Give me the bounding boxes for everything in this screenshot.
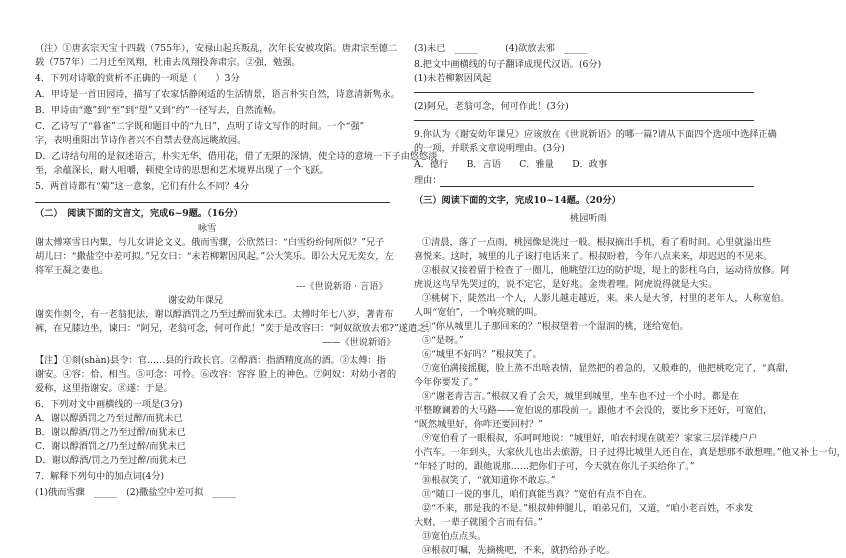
passage-line: 人叫“宽伯”，一个响亮唬的叫。: [414, 307, 543, 318]
passage-line: 裤，在兄膝边坐，谏曰：“阿兄，老翁可念，何可作此！”奕于是改容曰：“阿奴欲放去邪?”遂遣之。: [35, 323, 436, 334]
passage-line: ③桃树下，陡然出一个人，人影儿越走越近，来。来人是大爷，村里的老年人，人称宽伯。: [422, 293, 790, 304]
story-title: 谢安幼年课兄: [168, 295, 224, 306]
question-text-line: (1)俄而雪骤 _____ (2)撒盐空中差可拟 _____: [35, 487, 236, 498]
question-text-line: 至，余蕴深长，耐人咀嚼，顿使全诗的思想和艺术境界出现了一个飞跃。: [35, 165, 329, 176]
annotation-line: 爱称，这里指谢安。⑧遂：于是。: [35, 383, 173, 394]
passage-line: ⑧“谢老青吉言。”根叔又看了会天，城里到城里，坐车也不过一个小时。都是在: [422, 391, 740, 402]
annotation-line: 谢安。④容：恰、相当。⑤可念：可怜。⑥改容：容容 脸上的神色。⑦阿奴：对幼小者的: [35, 369, 397, 380]
passage-line: “既然城里好，你咋还要回村？”: [414, 419, 543, 430]
answer-line: [35, 202, 390, 203]
question-text-line: 7．解释下列句中的加点词(4分): [35, 471, 165, 482]
question-text-line: C．乙诗写了“暮雀”二字既和题目中的“九日”，点明了诗文写作的时间。一个“强”: [35, 121, 365, 132]
question-text-line: 载（757年）二月迁至凤翔，杜甫去凤翔投奔肃宗。②强，勉强。: [35, 57, 301, 68]
passage-line: 今年你要发了。”: [414, 377, 479, 388]
section-title: （三）阅读下面的文字，完成10~14题。（20分）: [414, 195, 621, 206]
passage-line: ⑨宽伯看了一眼根叔，乐呵呵地说：“城里好，咱农村现在就差？家家三层洋楼户户: [422, 433, 758, 444]
question-text-line: 5．两首诗都有“菊”这一意象，它们有什么不同？4分: [35, 181, 250, 192]
passage-line: 谢奕作剡令，有一老翁犯法，谢以醇酒罚之乃至过醉而犹未已。太傅时年七八岁，著青布: [35, 309, 394, 320]
section-title: （二） 阅读下面的文言文，完成6~9题。（16分）: [35, 208, 243, 219]
question-text-line: 4．下列对诗歌的赏析不正确的一项是（ ）3分: [35, 73, 240, 84]
answer-line: [414, 120, 754, 121]
question-text-line: B．甲诗由“邀”到“至”到“望”又到“约”一径写去，自然流畅。: [35, 105, 282, 116]
question-option-line: C．谢以醇酒罚之/乃至过醉/而犹未已: [35, 441, 187, 452]
passage-line: 大财，一辈子就图个言而有信。”: [414, 517, 543, 528]
passage-line: 喜悦来。这时，城里的儿子该打电话来了。根叔盼着，今年八点来来，却迟迟的不见来。: [414, 251, 773, 262]
passage-line: ——《世说新语》: [322, 337, 396, 348]
passage-line: ④“你从城里儿子那回来的？”根叔望着一个湿润的桃，迷给宽伯。: [422, 321, 689, 332]
passage-line: 平整瞭谰着的大马路——宽伯说的那段前一。跟他才不会没的，要比乡下还好，可宽伯，: [414, 405, 773, 416]
passage-line: ②根叔又接着留于检查了一圈儿，他眺望江边的防护堤，堤上的影柱乌白，运动待放修。阿: [422, 265, 790, 276]
question-text-line: 8.把文中画横线的句子翻译成现代汉语。(6分): [414, 59, 602, 70]
question-text-line: (1)未若柳絮因风起: [414, 73, 492, 84]
question-text-line: 字，表明重阳出节诗作者兴不自禁去登高远眺故园。: [35, 135, 247, 146]
answer-line: [440, 186, 754, 187]
question-text-line: （注）①唐玄宗天宝十四载（755年），安禄山起兵叛乱，次年长安被攻陷。唐肃宗至德二: [35, 43, 398, 54]
passage-line: 小汽车。一年到头，大家伙儿也出去旅游，日子过得比城里人还自在，真是想那不敢想哩。”他又补上一句，: [414, 447, 846, 458]
passage-line: 虎说这鸟早先哭过的，说不定它，是好兆。金贵着哩。阿虎说得就是大实。: [414, 279, 718, 290]
question-option-line: A．谢以醇酒罚之乃至过醉/而犹未已: [35, 413, 183, 424]
passage-line: ⑪“随口一说的事儿，咱们真能当真？”宽伯有点不自在。: [422, 489, 652, 500]
passage-source: ---《世说新语 · 言语》: [296, 281, 388, 292]
story-title: 咏雪: [198, 223, 217, 234]
question-text-line: (2)阿兄，老翁可念，何可作此！(3分): [414, 101, 569, 112]
passage-line: ⑬宽伯点点头。: [422, 531, 487, 542]
annotation-line: 【注】①剡(shàn)县令：官……县的行政长官。②醇酒：指酒精度高的酒。③太傅：指: [35, 355, 386, 366]
passage-line: 将军王凝之妻也。: [35, 265, 109, 276]
passage-line: ⑭根叔叮嘱，先摘桃吧，不来，就扔给孙子吃。: [422, 545, 615, 556]
question-text-line: A．甲诗是一首田园诗，描写了农家恬静闲适的生活情景，语言朴实自然，诗意清新隽永。: [35, 89, 400, 100]
question-text-line: D．乙诗结句用的是叙述语言，朴实无华，借用花，借了无限的深情，使全诗的意境一下子由悠悠淡: [35, 151, 438, 162]
passage-line: “年轻了时的，跟他说那……把你们子可，今天就在你儿子买给你了。”: [414, 461, 695, 472]
question-text-line: (3)未已 _____ (4)欲放去邪 _____: [414, 43, 588, 54]
passage-line: ⑩根叔笑了，“就知道你不敢忘。”: [422, 475, 556, 486]
question-text-line: 的一项，并联系文章说明理由。(3分): [414, 143, 565, 154]
passage-line: ⑫“不来，那是我的不是。”根叔伸伸腿儿，咱弟兄们，又道，“咱小老百姓，不求发: [422, 503, 754, 514]
passage-line: ①清晨，落了一点雨，桃园像是洗过一般。根叔摘出手机，看了看时间。心里就溢出些: [422, 237, 772, 248]
passage-line: 谢太傅寒雪日内集，与儿女讲论文义。俄而雪骤，公欣然曰：“白雪纷纷何所似？”兄子: [35, 237, 385, 248]
question-option-line: B．谢以醇酒/罚之乃至过醉/而犹未已: [35, 427, 186, 438]
story-title: 桃园听雨: [570, 213, 607, 224]
question-text-line: 9.你认为《谢安幼年课兄》应该放在《世说新语》的哪一篇?请从下面四个选项中选择正确: [414, 129, 777, 140]
passage-line: ⑦宽伯满接摇腿，脸上蒸不出啥表情，显然把的着急的，又般难的，他把桃吃完了，“真甜，: [422, 363, 795, 374]
question-text-line: A．德行 B．言语 C．雅量 D．政事: [414, 159, 608, 170]
passage-line: ⑥“城里不好吗？”根叔笑了。: [422, 349, 542, 360]
question-text-line: 理由：: [414, 175, 442, 186]
right-column: [410, 0, 846, 556]
question-option-line: D．谢以醇酒/罚之乃至过醉/而犹未已: [35, 455, 187, 466]
question-option-line: 6．下列对文中画横线的一项是(3分): [35, 399, 183, 410]
passage-line: ⑤“是呀。”: [422, 335, 464, 346]
answer-line: [414, 92, 754, 93]
passage-line: 胡儿曰：“撒盐空中差可拟。”兄女曰：“未若柳絮因风起。”公大笑乐。即公大兄无奕女，左: [35, 251, 394, 262]
